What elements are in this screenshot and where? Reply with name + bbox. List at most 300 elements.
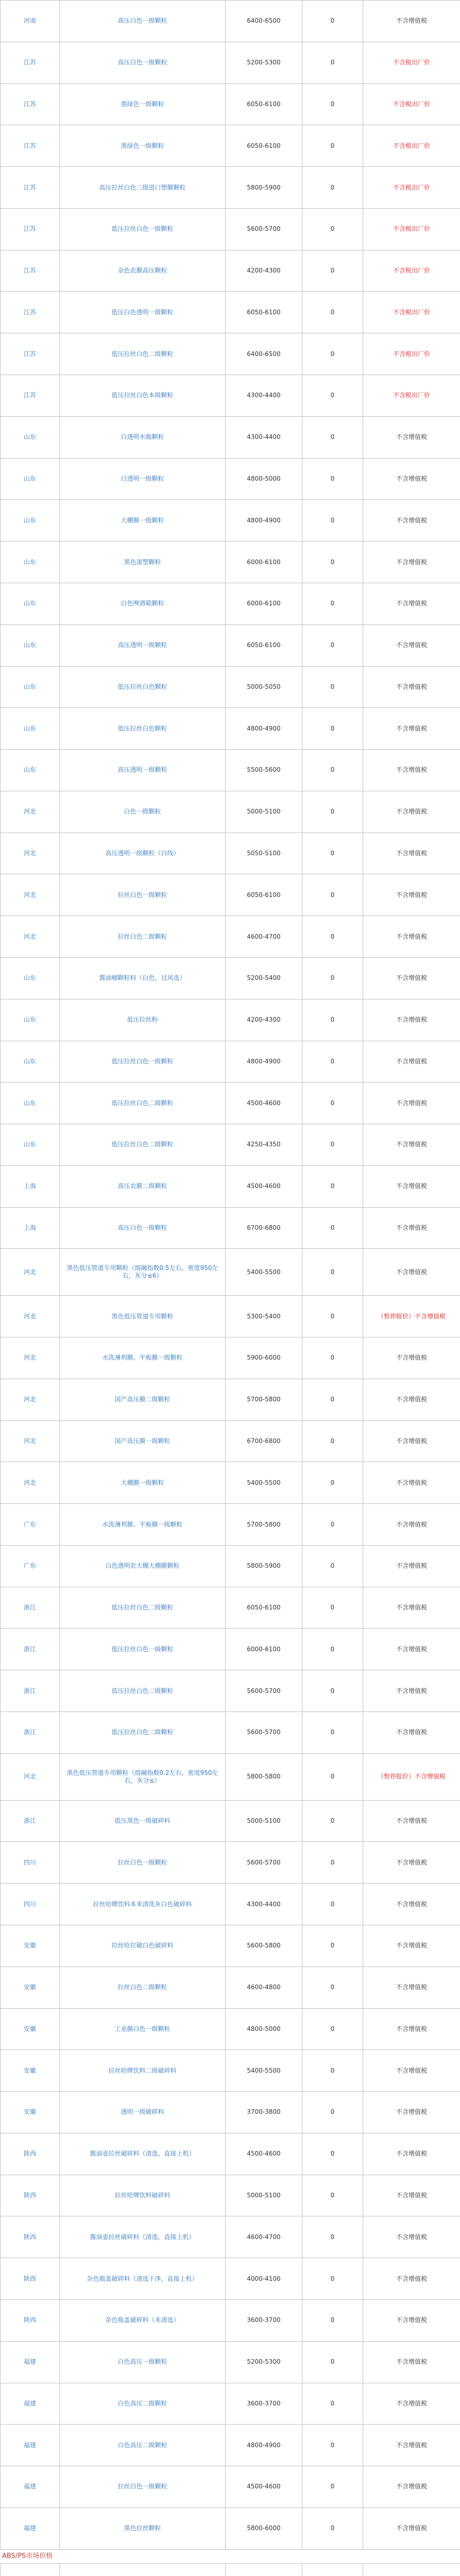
spec-cell: 低压拉丝白色二级颗粒 (60, 1712, 226, 1754)
table-row (1, 2341, 460, 2383)
change-cell: 0 (302, 2383, 363, 2425)
table-row (1, 1249, 460, 1296)
table-row (1, 83, 460, 125)
region-cell: 山东 (1, 1041, 60, 1082)
region-cell: 江苏 (1, 292, 60, 333)
spec-cell: 高压透明一级颗粒（白线） (60, 833, 226, 874)
region-cell: 山东 (1, 666, 60, 708)
spec-cell: 白透明水瓶颗粒 (60, 416, 226, 458)
region-cell: 河北 (1, 1462, 60, 1504)
table-row (1, 2507, 460, 2549)
spec-cell: 杂色农膜高压颗粒 (60, 250, 226, 292)
spec-cell: 杂色瓶盖破碎料（未清选） (60, 2299, 226, 2341)
spec-cell: 高压透明一级颗粒 (60, 624, 226, 666)
change-cell: 0 (302, 666, 363, 708)
price-cell: 4300-4400 (226, 1884, 302, 1925)
price-cell: 6050-6100 (226, 292, 302, 333)
table-row (1, 42, 460, 83)
spec-cell: 黑绿色一级颗粒 (60, 125, 226, 167)
note-cell: 不含增值税 (363, 1967, 460, 2008)
table-row (1, 1420, 460, 1462)
spec-cell: 大棚膜一级颗粒 (60, 1462, 226, 1504)
price-cell: 5600-5800 (226, 1925, 302, 1967)
spec-cell: 拉丝白色一级颗粒 (60, 2466, 226, 2508)
spec-cell: 黑色拉丝颗粒 (60, 2507, 226, 2549)
change-cell: 0 (302, 1800, 363, 1842)
note-cell: 不含增值税 (363, 1207, 460, 1249)
price-cell: 5000-5100 (226, 1800, 302, 1842)
change-cell: 0 (302, 624, 363, 666)
table-row (1, 791, 460, 833)
table-row (1, 1545, 460, 1587)
change-cell: 0 (302, 1379, 363, 1420)
column-header-row (1, 2564, 460, 2576)
spec-cell: 拉丝白色二级颗粒 (60, 916, 226, 958)
region-cell: 河北 (1, 1249, 60, 1296)
table-row (1, 708, 460, 750)
region-cell: 四川 (1, 1884, 60, 1925)
price-cell: 6400-6500 (226, 333, 302, 375)
price-cell: 4500-4600 (226, 1082, 302, 1124)
region-cell: 山东 (1, 541, 60, 583)
change-cell: 0 (302, 833, 363, 874)
region-cell: 江苏 (1, 250, 60, 292)
price-cell: 5200-5300 (226, 2341, 302, 2383)
region-cell: 山东 (1, 458, 60, 500)
note-cell: 不含增值税 (363, 1379, 460, 1420)
change-cell: 0 (302, 1753, 363, 1800)
region-cell: 河北 (1, 1753, 60, 1800)
table-row (1, 2216, 460, 2258)
table-row (1, 1379, 460, 1420)
note-cell: 不含税出厂价 (363, 250, 460, 292)
spec-cell: 白色高压二级颗粒 (60, 2425, 226, 2466)
price-cell: 5200-5300 (226, 42, 302, 83)
change-cell: 0 (302, 42, 363, 83)
price-cell: 6000-6100 (226, 583, 302, 624)
change-cell: 0 (302, 541, 363, 583)
table-row (1, 2258, 460, 2300)
spec-cell: 拉丝白色二级颗粒 (60, 1967, 226, 2008)
abs-price-table (0, 2563, 460, 2576)
region-cell: 河北 (1, 1420, 60, 1462)
spec-cell: 高压拉丝白色二级进口塑膜颗粒 (60, 167, 226, 209)
note-cell: 不含增值税 (363, 1041, 460, 1082)
table-row (1, 2299, 460, 2341)
note-cell: 不含增值税 (363, 708, 460, 750)
spec-cell: 低压白色透明一级颗粒 (60, 292, 226, 333)
table-row (1, 1753, 460, 1800)
spec-cell: 杂色瓶盖破碎料（清选干净，直接上机） (60, 2258, 226, 2300)
spec-cell: 低压拉丝粉 (60, 999, 226, 1041)
table-row (1, 1884, 460, 1925)
table-row (1, 292, 460, 333)
price-cell: 4500-4600 (226, 1165, 302, 1207)
note-cell: 不含增值税 (363, 1629, 460, 1670)
note-cell: 不含增值税 (363, 874, 460, 916)
table-row (1, 957, 460, 999)
region-cell: 浙江 (1, 1629, 60, 1670)
price-cell: 4600-4700 (226, 2216, 302, 2258)
region-cell: 江苏 (1, 42, 60, 83)
change-cell: 0 (302, 916, 363, 958)
change-cell: 0 (302, 1504, 363, 1546)
table-row (1, 1629, 460, 1670)
price-cell: 5600-5700 (226, 208, 302, 250)
region-cell: 江苏 (1, 375, 60, 417)
price-cell: 5600-5700 (226, 1842, 302, 1884)
price-cell: 3600-3700 (226, 2299, 302, 2341)
note-cell: 不含增值税 (363, 2216, 460, 2258)
region-cell: 江苏 (1, 208, 60, 250)
note-cell: 不含税出厂价 (363, 292, 460, 333)
change-cell: 0 (302, 1296, 363, 1337)
table-row (1, 624, 460, 666)
region-cell: 河北 (1, 1337, 60, 1379)
table-row (1, 1082, 460, 1124)
change-cell: 0 (302, 750, 363, 791)
spec-cell: 白透明一级颗粒 (60, 458, 226, 500)
price-cell: 5400-5500 (226, 2050, 302, 2092)
change-cell: 0 (302, 208, 363, 250)
note-cell: 不含增值税 (363, 1670, 460, 1712)
note-cell: 不含增值税 (363, 2299, 460, 2341)
table-row (1, 1041, 460, 1082)
change-cell: 0 (302, 1925, 363, 1967)
region-cell: 浙江 (1, 1800, 60, 1842)
table-row (1, 416, 460, 458)
spec-cell: 酱油壶拉丝破碎料（清选，直接上机） (60, 2216, 226, 2258)
price-cell: 6050-6100 (226, 624, 302, 666)
note-cell: 不含增值税 (363, 2466, 460, 2508)
price-cell: 4600-4700 (226, 916, 302, 958)
region-cell: 山东 (1, 1082, 60, 1124)
change-cell: 0 (302, 375, 363, 417)
spec-cell: 高压透明一级颗粒 (60, 750, 226, 791)
note-cell: 不含增值税 (363, 1712, 460, 1754)
region-cell: 福建 (1, 2425, 60, 2466)
note-cell: （暂停报价）不含增值税 (363, 1296, 460, 1337)
change-cell: 0 (302, 292, 363, 333)
note-cell: 不含增值税 (363, 1420, 460, 1462)
change-cell: 0 (302, 1337, 363, 1379)
price-cell: 3600-3700 (226, 2383, 302, 2425)
table-row (1, 1587, 460, 1629)
change-cell: 0 (302, 167, 363, 209)
change-cell: 0 (302, 1041, 363, 1082)
price-cell: 4300-4400 (226, 375, 302, 417)
table-row (1, 500, 460, 541)
spec-cell: 黑色滚塑颗粒 (60, 541, 226, 583)
spec-cell: 黑色低压管道专用颗粒（熔融指数0.5左右，密度950左右，灰分≤6） (60, 1249, 226, 1296)
region-cell: 山东 (1, 583, 60, 624)
note-cell: 不含增值税 (363, 1842, 460, 1884)
change-cell: 0 (302, 458, 363, 500)
table-row (1, 1462, 460, 1504)
note-cell: 不含增值税 (363, 1800, 460, 1842)
change-cell: 0 (302, 2425, 363, 2466)
region-cell: 江苏 (1, 167, 60, 209)
column-header (302, 2564, 363, 2576)
note-cell: 不含增值税 (363, 957, 460, 999)
note-cell: 不含税出厂价 (363, 83, 460, 125)
note-cell: 不含增值税 (363, 1165, 460, 1207)
change-cell: 0 (302, 2466, 363, 2508)
price-cell: 4000-4100 (226, 2258, 302, 2300)
region-cell: 四川 (1, 1842, 60, 1884)
price-cell: 4250-4350 (226, 1124, 302, 1166)
table-row (1, 916, 460, 958)
table-row (1, 250, 460, 292)
price-cell: 6700-6800 (226, 1420, 302, 1462)
price-cell: 4200-4300 (226, 250, 302, 292)
note-cell: 不含增值税 (363, 500, 460, 541)
region-cell: 山东 (1, 624, 60, 666)
table-row (1, 125, 460, 167)
region-cell: 安徽 (1, 1925, 60, 1967)
note-cell: 不含税出厂价 (363, 42, 460, 83)
note-cell: 不含增值税 (363, 624, 460, 666)
change-cell: 0 (302, 1670, 363, 1712)
change-cell: 0 (302, 1249, 363, 1296)
price-cell: 5600-5700 (226, 1670, 302, 1712)
region-cell: 安徽 (1, 2050, 60, 2092)
spec-cell: 低压拉丝白色二级颗粒 (60, 1082, 226, 1124)
change-cell: 0 (302, 1124, 363, 1166)
region-cell: 福建 (1, 2507, 60, 2549)
region-cell: 河南 (1, 1, 60, 42)
spec-cell: 低压拉丝白色二级颗粒 (60, 1587, 226, 1629)
price-cell: 5700-5800 (226, 1504, 302, 1546)
region-cell: 山东 (1, 957, 60, 999)
price-cell: 5400-5500 (226, 1462, 302, 1504)
note-cell: 不含增值税 (363, 1504, 460, 1546)
note-cell: 不含增值税 (363, 1925, 460, 1967)
table-row (1, 2050, 460, 2092)
note-cell: 不含税出厂价 (363, 333, 460, 375)
region-cell: 河北 (1, 833, 60, 874)
table-row (1, 2466, 460, 2508)
spec-cell: 拉丝白色一级颗粒 (60, 1842, 226, 1884)
price-cell: 4500-4600 (226, 2466, 302, 2508)
price-cell: 5500-5600 (226, 750, 302, 791)
region-cell: 福建 (1, 2466, 60, 2508)
price-cell: 5600-5700 (226, 1712, 302, 1754)
table-row (1, 2008, 460, 2050)
region-cell: 安徽 (1, 2008, 60, 2050)
note-cell: 不含增值税 (363, 1884, 460, 1925)
change-cell: 0 (302, 2507, 363, 2549)
note-cell: 不含增值税 (363, 458, 460, 500)
change-cell: 0 (302, 1462, 363, 1504)
column-header (60, 2564, 226, 2576)
spec-cell: 低压拉丝白色本级颗粒 (60, 375, 226, 417)
note-cell: （暂停报价）不含增值税 (363, 1753, 460, 1800)
change-cell: 0 (302, 999, 363, 1041)
price-cell: 5300-5400 (226, 1296, 302, 1337)
price-cell: 5800-6000 (226, 2507, 302, 2549)
change-cell: 0 (302, 708, 363, 750)
region-cell: 福建 (1, 2341, 60, 2383)
price-cell: 4800-5000 (226, 458, 302, 500)
table-row (1, 874, 460, 916)
table-row (1, 1925, 460, 1967)
column-header (363, 2564, 460, 2576)
change-cell: 0 (302, 125, 363, 167)
note-cell: 不含增值税 (363, 2050, 460, 2092)
table-row (1, 750, 460, 791)
region-cell: 广东 (1, 1504, 60, 1546)
change-cell: 0 (302, 791, 363, 833)
price-cell: 5000-5100 (226, 2175, 302, 2216)
note-cell: 不含增值税 (363, 1082, 460, 1124)
note-cell: 不含增值税 (363, 2507, 460, 2549)
table-row (1, 1337, 460, 1379)
change-cell: 0 (302, 2258, 363, 2300)
region-cell: 山东 (1, 1124, 60, 1166)
note-cell: 不含增值税 (363, 416, 460, 458)
spec-cell: 白色高压二级颗粒 (60, 2383, 226, 2425)
change-cell: 0 (302, 2133, 363, 2175)
table-row (1, 167, 460, 209)
price-cell: 6700-6800 (226, 1207, 302, 1249)
note-cell: 不含增值税 (363, 916, 460, 958)
spec-cell: 黑色低压管道专用颗粒 (60, 1296, 226, 1337)
price-cell: 5900-6000 (226, 1337, 302, 1379)
table-row (1, 1165, 460, 1207)
region-cell: 陕西 (1, 2216, 60, 2258)
table-row (1, 2383, 460, 2425)
table-row (1, 2133, 460, 2175)
region-cell: 陕西 (1, 2299, 60, 2341)
price-cell: 6050-6100 (226, 125, 302, 167)
change-cell: 0 (302, 1712, 363, 1754)
column-header (1, 2564, 60, 2576)
note-cell: 不含增值税 (363, 833, 460, 874)
note-cell: 不含税出厂价 (363, 125, 460, 167)
region-cell: 福建 (1, 2383, 60, 2425)
spec-cell: 低压拉丝白色二级颗粒 (60, 1670, 226, 1712)
spec-cell: 低压黑色一级破碎料 (60, 1800, 226, 1842)
note-cell: 不含税出厂价 (363, 208, 460, 250)
note-cell: 不含增值税 (363, 750, 460, 791)
price-cell: 5400-5500 (226, 1249, 302, 1296)
table-row (1, 2092, 460, 2133)
price-cell: 4500-4600 (226, 2133, 302, 2175)
table-row (1, 1800, 460, 1842)
region-cell: 安徽 (1, 1967, 60, 2008)
region-cell: 浙江 (1, 1670, 60, 1712)
change-cell: 0 (302, 2341, 363, 2383)
note-cell: 不含税出厂价 (363, 375, 460, 417)
price-cell: 5800-5900 (226, 167, 302, 209)
price-cell: 5800-5800 (226, 1753, 302, 1800)
change-cell: 0 (302, 1165, 363, 1207)
spec-cell: 透明一级破碎料 (60, 2092, 226, 2133)
note-cell: 不含增值税 (363, 2175, 460, 2216)
table-row (1, 999, 460, 1041)
change-cell: 0 (302, 957, 363, 999)
change-cell: 0 (302, 1545, 363, 1587)
change-cell: 0 (302, 1082, 363, 1124)
spec-cell: 工业膜白色一级颗粒 (60, 2008, 226, 2050)
table-row (1, 208, 460, 250)
note-cell: 不含增值税 (363, 2341, 460, 2383)
spec-cell: 白色一级颗粒 (60, 791, 226, 833)
change-cell: 0 (302, 83, 363, 125)
note-cell: 不含增值税 (363, 2092, 460, 2133)
spec-cell: 拉丝哈牌饮料二级破碎料 (60, 2050, 226, 2092)
price-cell: 6000-6100 (226, 541, 302, 583)
price-cell: 4800-4900 (226, 500, 302, 541)
price-cell: 5000-5100 (226, 791, 302, 833)
spec-cell: 白色透明农大棚大棚膜颗粒 (60, 1545, 226, 1587)
price-cell: 4600-4800 (226, 1967, 302, 2008)
change-cell: 0 (302, 1587, 363, 1629)
note-cell: 不含增值税 (363, 2008, 460, 2050)
change-cell: 0 (302, 333, 363, 375)
spec-cell: 黑绿色一级颗粒 (60, 83, 226, 125)
change-cell: 0 (302, 1884, 363, 1925)
change-cell: 0 (302, 250, 363, 292)
region-cell: 河北 (1, 874, 60, 916)
table-row (1, 1670, 460, 1712)
spec-cell: 白色高压一级颗粒 (60, 2341, 226, 2383)
region-cell: 安徽 (1, 2092, 60, 2133)
table-row (1, 1712, 460, 1754)
spec-cell: 低压拉丝白色一级颗粒 (60, 1041, 226, 1082)
change-cell: 0 (302, 1967, 363, 2008)
change-cell: 0 (302, 2216, 363, 2258)
price-cell: 4800-4900 (226, 708, 302, 750)
spec-cell: 拉丝哈拉破白色破碎料 (60, 1925, 226, 1967)
region-cell: 浙江 (1, 1587, 60, 1629)
spec-cell: 低压拉丝白色二级颗粒 (60, 333, 226, 375)
spec-cell: 低压拉丝白色一级颗粒 (60, 208, 226, 250)
change-cell: 0 (302, 500, 363, 541)
spec-cell: 高压白色一级颗粒 (60, 42, 226, 83)
region-cell: 山东 (1, 750, 60, 791)
region-cell: 浙江 (1, 1712, 60, 1754)
spec-cell: 水洗薄利膜、平板膜一级颗粒 (60, 1504, 226, 1546)
table-row (1, 583, 460, 624)
change-cell: 0 (302, 583, 363, 624)
spec-cell: 高压白色一级颗粒 (60, 1, 226, 42)
region-cell: 山东 (1, 500, 60, 541)
price-cell: 4800-5000 (226, 2008, 302, 2050)
note-cell: 不含增值税 (363, 2383, 460, 2425)
price-cell: 4800-4900 (226, 2425, 302, 2466)
abs-section-title: ABS/PS市场价格 (2, 2552, 53, 2560)
spec-cell: 国产高压膜二级颗粒 (60, 1379, 226, 1420)
table-row (1, 2425, 460, 2466)
change-cell: 0 (302, 1629, 363, 1670)
region-cell: 山东 (1, 416, 60, 458)
table-row (1, 1, 460, 42)
note-cell: 不含增值税 (363, 1587, 460, 1629)
spec-cell: 国产高压膜一级颗粒 (60, 1420, 226, 1462)
table-row (1, 1504, 460, 1546)
note-cell: 不含增值税 (363, 2133, 460, 2175)
price-cell: 5200-5400 (226, 957, 302, 999)
price-cell: 6050-6100 (226, 874, 302, 916)
change-cell: 0 (302, 1420, 363, 1462)
table-row (1, 1842, 460, 1884)
price-cell: 6000-6100 (226, 1629, 302, 1670)
region-cell: 江苏 (1, 125, 60, 167)
note-cell: 不含增值税 (363, 1337, 460, 1379)
table-row (1, 333, 460, 375)
